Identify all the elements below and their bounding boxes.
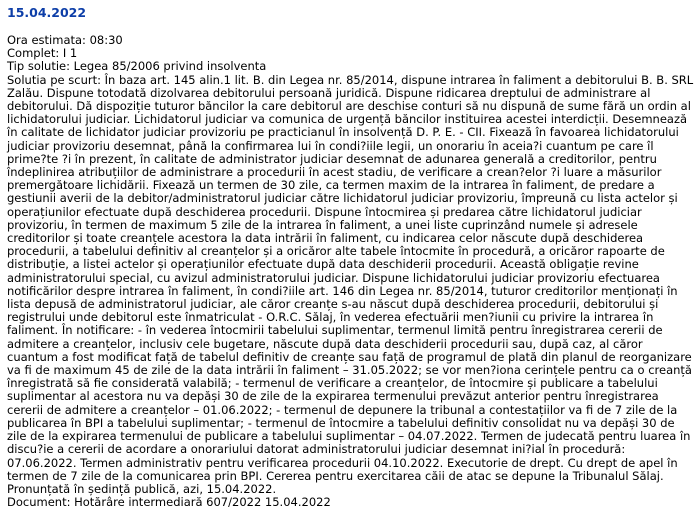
document-reference: Document: Hotărâre intermediară 607/2022 15.04.2022	[7, 495, 331, 510]
solution-summary: Solutia pe scurt: În baza art. 145 alin.1 lit. B. din Legea nr. 85/2014, dispune intrarea în faliment a debitorului B. B. SRL Zalău. Dispune totodată dizolvarea debitorului persoană juridică. Dispune ridicarea dreptului de administrare al debitorului. Dă dispoziție tuturor băncilor la care debitorul are deschise conturi să nu dispună de sume fără un ordin al lichidatorului judiciar. Lichidatorul judiciar va comunica de urgență băncilor instituirea acestei interdicții. Desemnează în calitate de lichidator judiciar provizoriu pe practicianul în insolvență D. P. E. - CII. Fixează în favoarea lichidatorului judiciar provizoriu desemnat, până la confirmarea lui în condi?iile legii, un onorariu în aceia?i cuantum pe care îl prime?te ?i în prezent, în calitate de administrator judiciar desemnat de adunarea generală a creditorilor, pentru îndeplinirea atribuțiilor de administrare a procedurii în acest stadiu, de verificare a crean?elor ?i luare a măsurilor premergătoare lichidării. Fixează un termen de 30 zile, ca termen maxim de la intrarea în faliment, de predare a gestiunii averii de la debitor/administratorul judiciar către lichidatorul judiciar provizoriu, împreună cu lista actelor și operațiunilor efectuate după deschiderea procedurii. Dispune întocmirea și predarea către lichidatorul judiciar provizoriu, în termen de maximum 5 zile de la intrarea în faliment, a unei liste cuprinzând numele și adresele creditorilor și toate creanțele acestora la data intrării în faliment, cu indicarea celor născute după deschiderea procedurii, a tabelului definitiv al creanțelor și a oricăror alte tabele întocmite în procedură, a oricăror rapoarte de distribuție, a listei actelor și operațiunilor efectuate după data deschiderii procedurii. Această obligație revine administratorului special, cu avizul administratorului judiciar. Dispune lichidatorului judiciar provizoriu efectuarea notificărilor despre intrarea în faliment, în condi?iile art. 146 din Legea nr. 85/2014, tuturor creditorilor menționați în lista depusă de administratorul judiciar, ale căror creanțe s-au născut după deschiderea procedurii, debitorului și registrului unde debitorul este înmatriculat - O.R.C. Sălaj, în vederea efectuării men?iunii cu privire la intrarea în faliment. În notificare: - în vederea întocmirii tabelului suplimentar, termenul limită pentru înregistrarea cererii de admitere a creanțelor, inclusiv cele bugetare, născute după data deschiderii procedurii sau, după caz, al căror cuantum a fost modificat față de tabelul definitiv de creanțe sau față de programul de plată din planul de reorganizare va fi de maximum 45 de zile de la data intrării în faliment – 31.05.2022; se vor men?iona cerințele pentru ca o creanță înregistrată să fie considerată valabilă; - termenul de verificare a creanțelor, de întocmire și publicare a tabelului suplimentar al acestora nu va depăși 30 de zile de la expirarea termenului prevăzut anterior pentru înregistrarea cererii de admitere a creanțelor – 01.06.2022; - termenul de depunere la tribunal a contestațiilor va fi de 7 zile de la publicarea în BPI a tabelului suplimentar; - termenul de întocmire a tabelului definitiv consolidat nu va depăși 30 de zile de la expirarea termenului de publicare a tabelului suplimentar – 04.07.2022. Termen de judecată pentru luarea în discu?ie a cererii de acordare a onorariului datorat administratorului judiciar desemnat ini?ial în procedură: 07.06.2022. Termen administrativ pentru verificarea procedurii 04.10.2022. Executorie de drept. Cu drept de apel în termen de 7 zile de la comunicarea prin BPI. Cererea pentru exercitarea căii de atac se depune la Tribunalul Sălaj. Pronunțată în ședință publică, azi, 15.04.2022.	[7, 72, 694, 496]
solution-type: Tip solutie: Legea 85/2006 privind insolventa	[7, 59, 267, 74]
date-heading: 15.04.2022	[7, 5, 87, 20]
case-record	[7, 6, 695, 509]
estimated-time: Ora estimata: 08:30	[7, 33, 123, 47]
panel: Complet: I 1	[7, 46, 78, 61]
